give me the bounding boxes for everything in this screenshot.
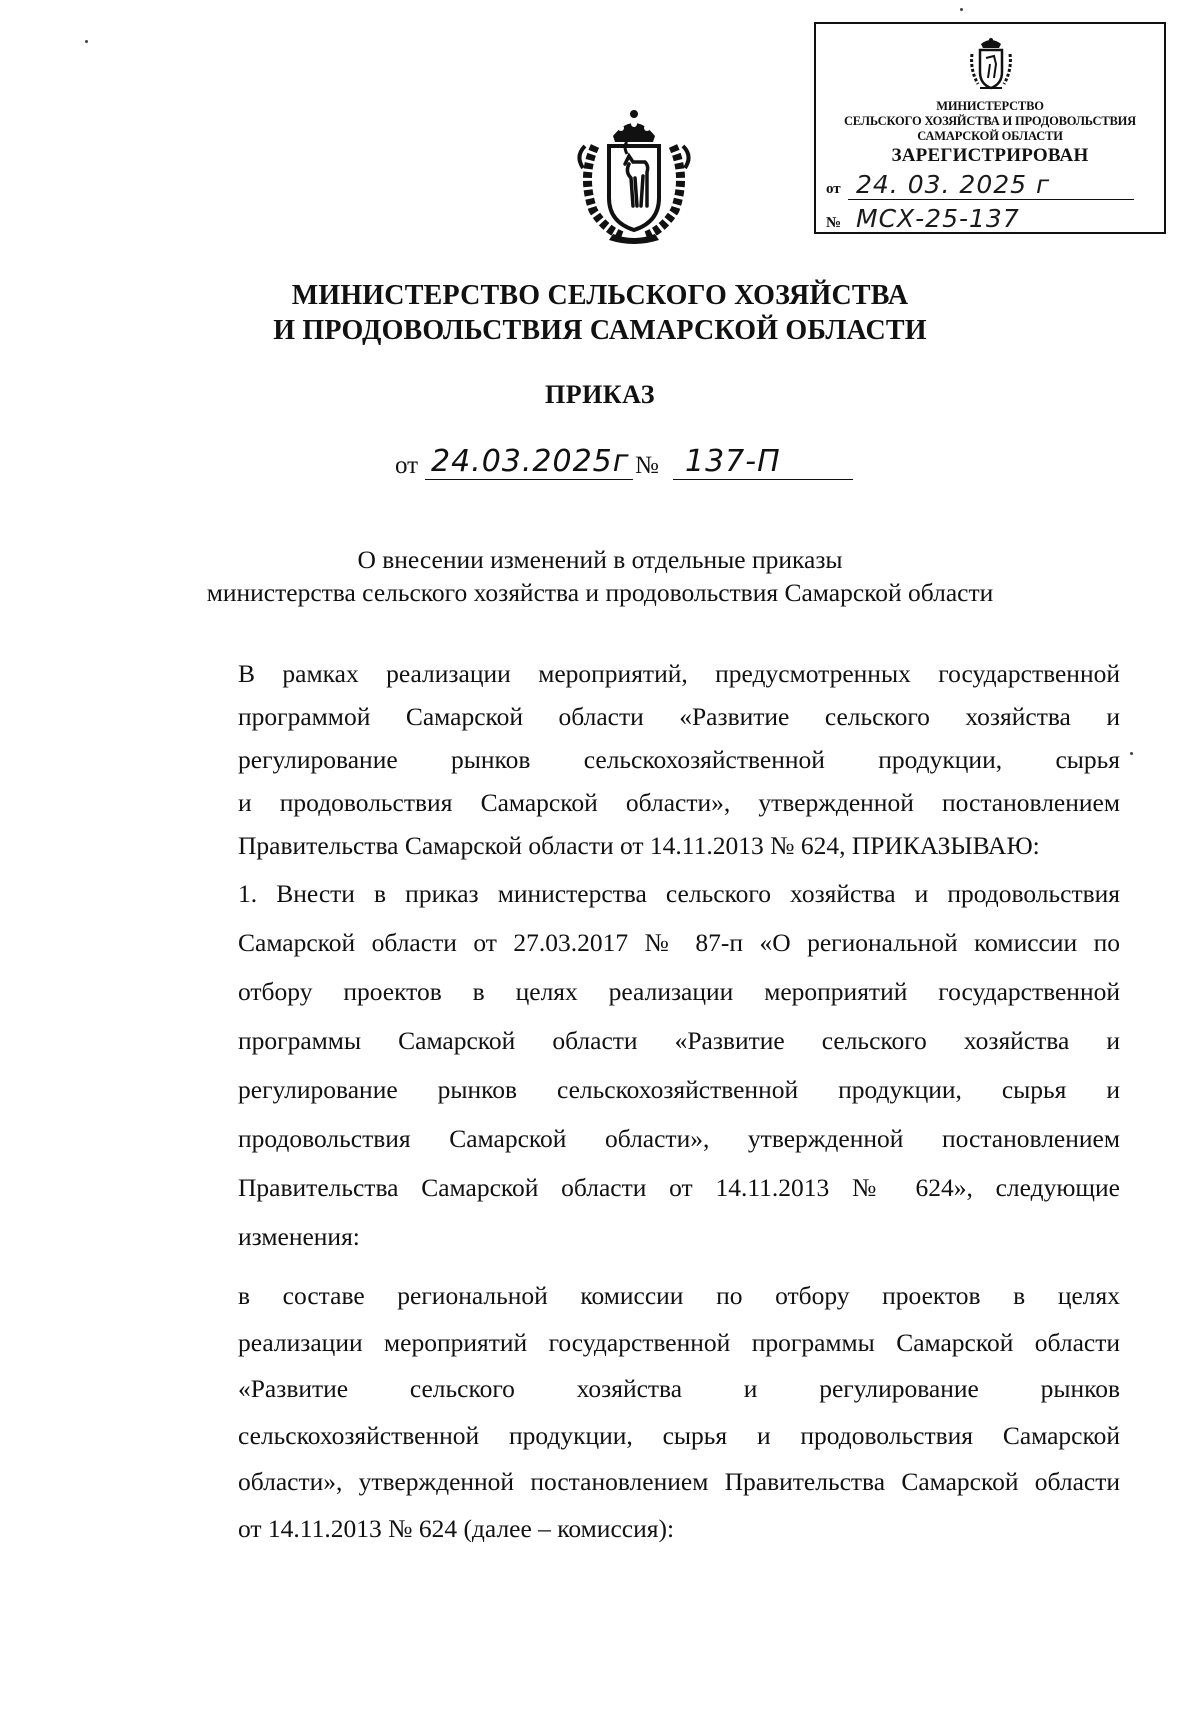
coat-of-arms-icon bbox=[966, 34, 1016, 94]
text-line: 1. Внести в приказ министерства сельского хозяйства и продовольствия bbox=[238, 879, 1120, 908]
order-number-underline bbox=[673, 479, 853, 480]
stamp-org-line: САМАРСКОЙ ОБЛАСТИ bbox=[917, 129, 1063, 143]
text-line: программой Самарской области «Развитие сельского хозяйства и bbox=[238, 702, 1120, 731]
order-number-value: 137-П bbox=[685, 444, 781, 479]
registration-stamp bbox=[814, 22, 1166, 234]
clause-1-paragraph bbox=[168, 869, 1120, 1261]
text-line: программы Самарской области «Развитие сельского хозяйства и bbox=[238, 1026, 1120, 1055]
stamp-date-row bbox=[826, 170, 1134, 200]
samara-coat-of-arms-icon bbox=[573, 106, 695, 246]
ministry-title bbox=[200, 278, 1000, 348]
stamp-date-underline bbox=[848, 199, 1134, 200]
scan-speck bbox=[85, 40, 88, 43]
order-number-label: № bbox=[635, 452, 659, 479]
stamp-status: ЗАРЕГИСТРИРОВАН bbox=[891, 145, 1089, 166]
text-line: области», утвержденной постановлением Правительства Самарской области bbox=[238, 1467, 1120, 1496]
text-line: Самарской области от 27.03.2017 № 87-п «О региональной комиссии по bbox=[238, 928, 1120, 957]
text-line: регулирование рынков сельскохозяйственной продукции, сырья и bbox=[238, 1075, 1120, 1104]
commission-paragraph bbox=[168, 1273, 1120, 1552]
stamp-organization bbox=[816, 99, 1164, 144]
document-type: ПРИКАЗ bbox=[544, 380, 656, 409]
text-line: Правительства Самарской области от 14.11.2013 № 624», следующие bbox=[238, 1173, 1120, 1202]
text-line: и продовольствия Самарской области», утвержденной постановлением bbox=[238, 788, 1120, 817]
text-line: регулирование рынков сельскохозяйственной продукции, сырья bbox=[238, 745, 1120, 774]
stamp-date-value: 24. 03. 2025 г bbox=[856, 170, 1051, 199]
text-line: В рамках реализации мероприятий, предусмотренных государственной bbox=[238, 659, 1120, 688]
subject-line: О внесении изменений в отдельные приказы bbox=[357, 545, 843, 574]
text-line: реализации мероприятий государственной программы Самарской области bbox=[238, 1327, 1120, 1357]
ministry-title-line: И ПРОДОВОЛЬСТВИЯ САМАРСКОЙ ОБЛАСТИ bbox=[273, 315, 927, 346]
text-line: изменения: bbox=[238, 1222, 360, 1251]
stamp-date-label: от bbox=[826, 181, 841, 197]
order-date-label: от bbox=[395, 452, 419, 479]
stamp-org-line: СЕЛЬСКОГО ХОЗЯЙСТВА И ПРОДОВОЛЬСТВИЯ bbox=[843, 114, 1137, 128]
order-date-underline bbox=[425, 479, 633, 480]
order-subject bbox=[150, 543, 1050, 609]
ministry-title-line: МИНИСТЕРСТВО СЕЛЬСКОГО ХОЗЯЙСТВА bbox=[291, 280, 909, 311]
order-body bbox=[168, 652, 1120, 1552]
order-date-number bbox=[395, 444, 895, 480]
stamp-number-label: № bbox=[826, 215, 842, 231]
text-line: от 14.11.2013 № 624 (далее – комиссия): bbox=[238, 1513, 675, 1543]
scan-speck bbox=[1130, 752, 1133, 755]
subject-line: министерства сельского хозяйства и продовольствия Самарской области bbox=[206, 578, 994, 607]
text-line: Правительства Самарской области от 14.11.2013 № 624, ПРИКАЗЫВАЮ: bbox=[238, 831, 1040, 860]
text-line: продовольствия Самарской области», утвержденной постановлением bbox=[238, 1124, 1120, 1153]
order-date-value: 24.03.2025г bbox=[431, 444, 630, 479]
stamp-number-row bbox=[826, 204, 1158, 234]
stamp-number-underline bbox=[848, 233, 1158, 234]
scan-speck bbox=[960, 8, 963, 11]
stamp-number-value: МСХ-25-137 bbox=[856, 204, 1020, 233]
stamp-org-line: МИНИСТЕРСТВО bbox=[936, 99, 1044, 113]
preamble-paragraph bbox=[168, 652, 1120, 867]
text-line: отбору проектов в целях реализации мероприятий государственной bbox=[238, 977, 1120, 1006]
text-line: сельскохозяйственной продукции, сырья и продовольствия Самарской bbox=[238, 1420, 1120, 1450]
text-line: в составе региональной комиссии по отбору проектов в целях bbox=[238, 1281, 1120, 1310]
text-line: «Развитие сельского хозяйства и регулирование рынков bbox=[238, 1374, 1120, 1403]
